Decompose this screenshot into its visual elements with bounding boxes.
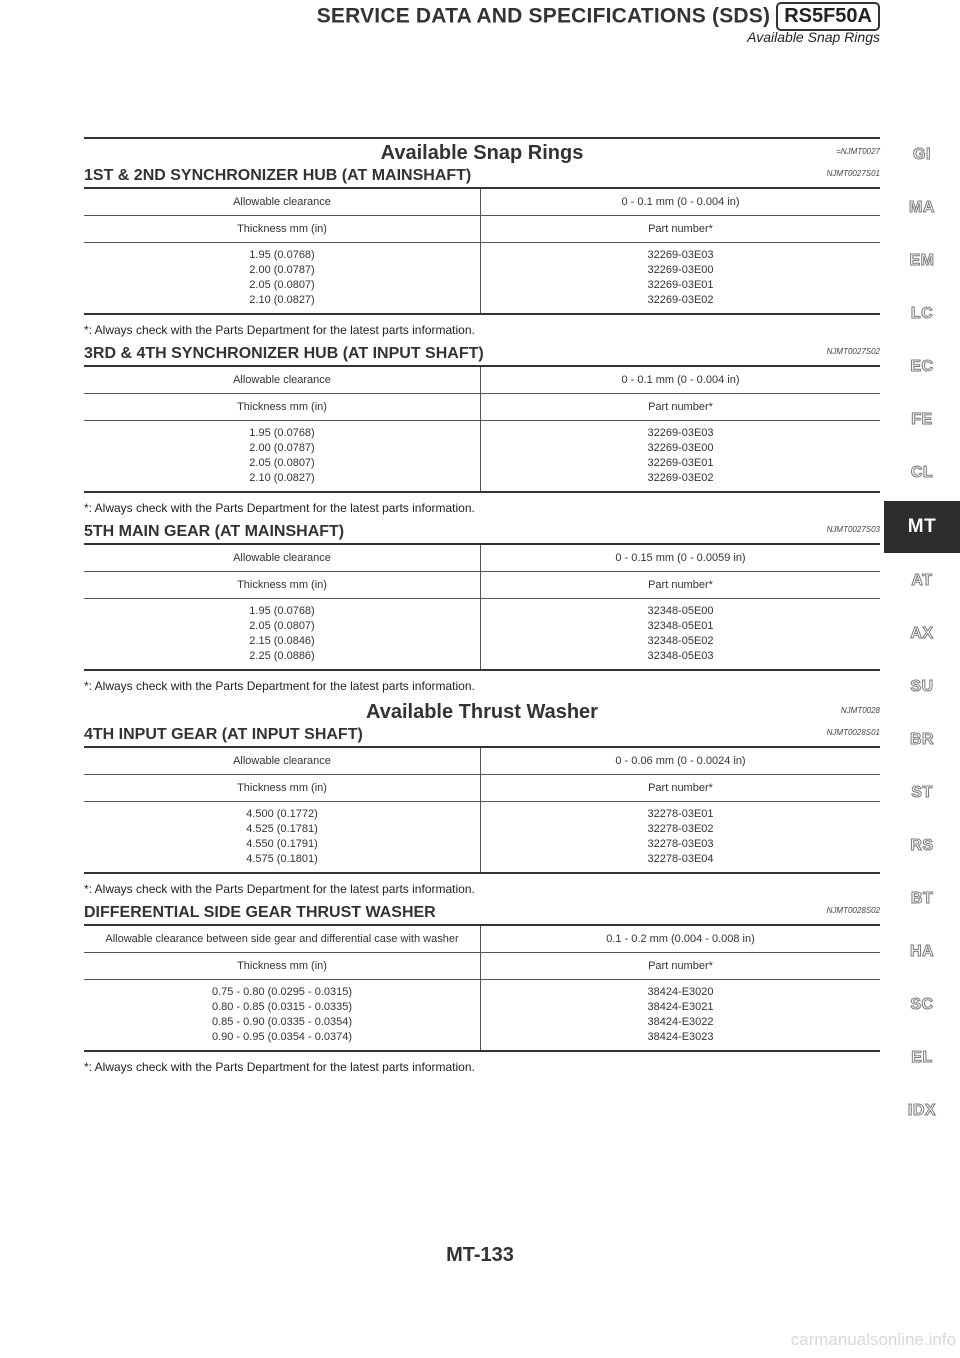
tab-su[interactable]: SU bbox=[910, 678, 934, 695]
part-number-list bbox=[481, 599, 881, 671]
table-row bbox=[84, 802, 880, 874]
thickness-value: 4.500 (0.1772) bbox=[246, 808, 318, 820]
section-title-snap-rings bbox=[84, 137, 880, 166]
thickness-value: 0.80 - 0.85 (0.0315 - 0.0335) bbox=[211, 1001, 353, 1013]
clearance-label: Allowable clearance between side gear and differential case with washer bbox=[84, 926, 481, 953]
table-title bbox=[84, 725, 880, 748]
spec-table bbox=[84, 367, 880, 493]
spec-table bbox=[84, 545, 880, 671]
tab-mt-active[interactable]: MT bbox=[884, 501, 960, 553]
thickness-value: 2.05 (0.0807) bbox=[249, 279, 315, 291]
tab-el[interactable]: EL bbox=[911, 1049, 933, 1066]
tab-lc[interactable]: LC bbox=[910, 305, 934, 322]
tab-rs[interactable]: RS bbox=[910, 837, 934, 854]
part-number: 32348-05E02 bbox=[647, 635, 714, 647]
thickness-list bbox=[84, 980, 481, 1052]
table-code: NJMT0027S02 bbox=[826, 347, 880, 356]
part-number: 32269-03E00 bbox=[647, 264, 714, 276]
tab-ec[interactable]: EC bbox=[910, 358, 934, 375]
table-row bbox=[84, 216, 880, 243]
thickness-value: 0.90 - 0.95 (0.0354 - 0.0374) bbox=[211, 1031, 353, 1043]
tab-ax[interactable]: AX bbox=[910, 625, 934, 642]
part-number: 38424-E3021 bbox=[647, 1001, 714, 1013]
part-number: 32278-03E04 bbox=[647, 853, 714, 865]
column-header-thickness: Thickness mm (in) bbox=[84, 572, 481, 599]
column-header-thickness: Thickness mm (in) bbox=[84, 953, 481, 980]
parts-note: *: Always check with the Parts Department for the latest parts information. bbox=[84, 501, 475, 515]
thickness-value: 2.00 (0.0787) bbox=[249, 442, 315, 454]
table-row bbox=[84, 599, 880, 671]
section-title-thrust-washer bbox=[84, 700, 880, 725]
clearance-value: 0.1 - 0.2 mm (0.004 - 0.008 in) bbox=[481, 926, 881, 953]
table-row bbox=[84, 367, 880, 394]
column-header-part-number: Part number* bbox=[481, 775, 881, 802]
part-number-list bbox=[481, 421, 881, 493]
clearance-label: Allowable clearance bbox=[84, 545, 481, 572]
part-number-list bbox=[481, 243, 881, 315]
part-number-list bbox=[481, 980, 881, 1052]
tab-ma[interactable]: MA bbox=[909, 199, 935, 216]
tab-gi[interactable]: GI bbox=[913, 146, 931, 163]
part-number: 32269-03E03 bbox=[647, 427, 714, 439]
watermark-text: carmanualsonline.info bbox=[790, 1330, 956, 1349]
section-code: NJMT0028 bbox=[840, 706, 880, 715]
tab-bt[interactable]: BT bbox=[910, 890, 934, 907]
table-row bbox=[84, 545, 880, 572]
table-title bbox=[84, 344, 880, 367]
thickness-value: 2.05 (0.0807) bbox=[249, 620, 315, 632]
part-number-list bbox=[481, 802, 881, 874]
column-header-thickness: Thickness mm (in) bbox=[84, 394, 481, 421]
model-badge: RS5F50A bbox=[776, 2, 880, 31]
parts-note: *: Always check with the Parts Department for the latest parts information. bbox=[84, 882, 475, 896]
clearance-label: Allowable clearance bbox=[84, 367, 481, 394]
thickness-value: 4.575 (0.1801) bbox=[246, 853, 318, 865]
thickness-value: 2.25 (0.0886) bbox=[249, 650, 315, 662]
thickness-list bbox=[84, 421, 481, 493]
thickness-value: 1.95 (0.0768) bbox=[249, 249, 315, 261]
column-header-thickness: Thickness mm (in) bbox=[84, 216, 481, 243]
parts-note: *: Always check with the Parts Department for the latest parts information. bbox=[84, 679, 475, 693]
tab-em[interactable]: EM bbox=[909, 252, 935, 269]
tab-idx[interactable]: IDX bbox=[907, 1102, 937, 1119]
thickness-list bbox=[84, 802, 481, 874]
table-row bbox=[84, 926, 880, 953]
table-row bbox=[84, 421, 880, 493]
page-number: MT-133 bbox=[446, 1244, 514, 1266]
part-number: 32269-03E00 bbox=[647, 442, 714, 454]
clearance-value: 0 - 0.1 mm (0 - 0.004 in) bbox=[481, 367, 881, 394]
table-title-text: DIFFERENTIAL SIDE GEAR THRUST WASHER bbox=[84, 904, 436, 921]
clearance-label: Allowable clearance bbox=[84, 748, 481, 775]
part-number: 32269-03E01 bbox=[647, 279, 714, 291]
thickness-value: 1.95 (0.0768) bbox=[249, 605, 315, 617]
part-number: 32348-05E03 bbox=[647, 650, 714, 662]
thickness-value: 4.550 (0.1791) bbox=[246, 838, 318, 850]
clearance-value: 0 - 0.15 mm (0 - 0.0059 in) bbox=[481, 545, 881, 572]
thickness-value: 1.95 (0.0768) bbox=[249, 427, 315, 439]
thickness-value: 0.85 - 0.90 (0.0335 - 0.0354) bbox=[211, 1016, 353, 1028]
thickness-value: 2.10 (0.0827) bbox=[249, 472, 315, 484]
part-number: 32278-03E01 bbox=[647, 808, 714, 820]
table-title-text: 5TH MAIN GEAR (AT MAINSHAFT) bbox=[84, 523, 345, 540]
clearance-value: 0 - 0.1 mm (0 - 0.004 in) bbox=[481, 189, 881, 216]
column-header-part-number: Part number* bbox=[481, 953, 881, 980]
thickness-value: 2.15 (0.0846) bbox=[249, 635, 315, 647]
table-row bbox=[84, 572, 880, 599]
thickness-value: 2.00 (0.0787) bbox=[249, 264, 315, 276]
spec-table bbox=[84, 926, 880, 1052]
part-number: 32269-03E03 bbox=[647, 249, 714, 261]
part-number: 38424-E3022 bbox=[647, 1016, 714, 1028]
part-number: 32348-05E00 bbox=[647, 605, 714, 617]
thickness-value: 2.05 (0.0807) bbox=[249, 457, 315, 469]
tab-st[interactable]: ST bbox=[911, 784, 933, 801]
spec-table bbox=[84, 189, 880, 315]
part-number: 32348-05E01 bbox=[647, 620, 714, 632]
table-title bbox=[84, 903, 880, 926]
column-header-part-number: Part number* bbox=[481, 394, 881, 421]
part-number: 32269-03E02 bbox=[647, 472, 714, 484]
table-title-text: 4TH INPUT GEAR (AT INPUT SHAFT) bbox=[84, 726, 363, 743]
spec-content bbox=[84, 137, 880, 1081]
spec-table bbox=[84, 748, 880, 874]
section-title-text: Available Snap Rings bbox=[380, 142, 584, 164]
part-number: 32278-03E03 bbox=[647, 838, 714, 850]
part-number: 32278-03E02 bbox=[647, 823, 714, 835]
table-code: NJMT0027S03 bbox=[826, 525, 880, 534]
tab-sc[interactable]: SC bbox=[910, 996, 934, 1013]
table-row bbox=[84, 953, 880, 980]
section-code: =NJMT0027 bbox=[836, 147, 880, 156]
clearance-label: Allowable clearance bbox=[84, 189, 481, 216]
column-header-part-number: Part number* bbox=[481, 572, 881, 599]
table-title bbox=[84, 522, 880, 545]
tab-cl[interactable]: CL bbox=[910, 464, 934, 481]
column-header-thickness: Thickness mm (in) bbox=[84, 775, 481, 802]
header-title: SERVICE DATA AND SPECIFICATIONS (SDS) bbox=[316, 4, 771, 28]
clearance-value: 0 - 0.06 mm (0 - 0.0024 in) bbox=[481, 748, 881, 775]
section-title-text: Available Thrust Washer bbox=[366, 701, 598, 723]
table-code: NJMT0027S01 bbox=[826, 169, 880, 178]
parts-note: *: Always check with the Parts Department for the latest parts information. bbox=[84, 1060, 475, 1074]
column-header-part-number: Part number* bbox=[481, 216, 881, 243]
part-number: 32269-03E02 bbox=[647, 294, 714, 306]
table-title-text: 3RD & 4TH SYNCHRONIZER HUB (AT INPUT SHAFT) bbox=[84, 345, 484, 362]
part-number: 38424-E3020 bbox=[647, 986, 714, 998]
parts-note: *: Always check with the Parts Department for the latest parts information. bbox=[84, 323, 475, 337]
table-title bbox=[84, 166, 880, 189]
part-number: 38424-E3023 bbox=[647, 1031, 714, 1043]
table-row bbox=[84, 775, 880, 802]
table-row bbox=[84, 189, 880, 216]
tab-ha[interactable]: HA bbox=[909, 943, 935, 960]
tab-br[interactable]: BR bbox=[909, 731, 935, 748]
table-row bbox=[84, 748, 880, 775]
table-row bbox=[84, 243, 880, 315]
table-row bbox=[84, 394, 880, 421]
tab-at[interactable]: AT bbox=[911, 572, 933, 589]
thickness-value: 4.525 (0.1781) bbox=[246, 823, 318, 835]
thickness-value: 2.10 (0.0827) bbox=[249, 294, 315, 306]
page-header bbox=[0, 2, 880, 31]
thickness-value: 0.75 - 0.80 (0.0295 - 0.0315) bbox=[211, 986, 353, 998]
thickness-list bbox=[84, 599, 481, 671]
table-title-text: 1ST & 2ND SYNCHRONIZER HUB (AT MAINSHAFT) bbox=[84, 167, 472, 184]
header-subtitle: Available Snap Rings bbox=[747, 29, 880, 45]
part-number: 32269-03E01 bbox=[647, 457, 714, 469]
table-code: NJMT0028S02 bbox=[826, 906, 880, 915]
tab-fe[interactable]: FE bbox=[911, 411, 933, 428]
table-row bbox=[84, 980, 880, 1052]
table-code: NJMT0028S01 bbox=[826, 728, 880, 737]
thickness-list bbox=[84, 243, 481, 315]
